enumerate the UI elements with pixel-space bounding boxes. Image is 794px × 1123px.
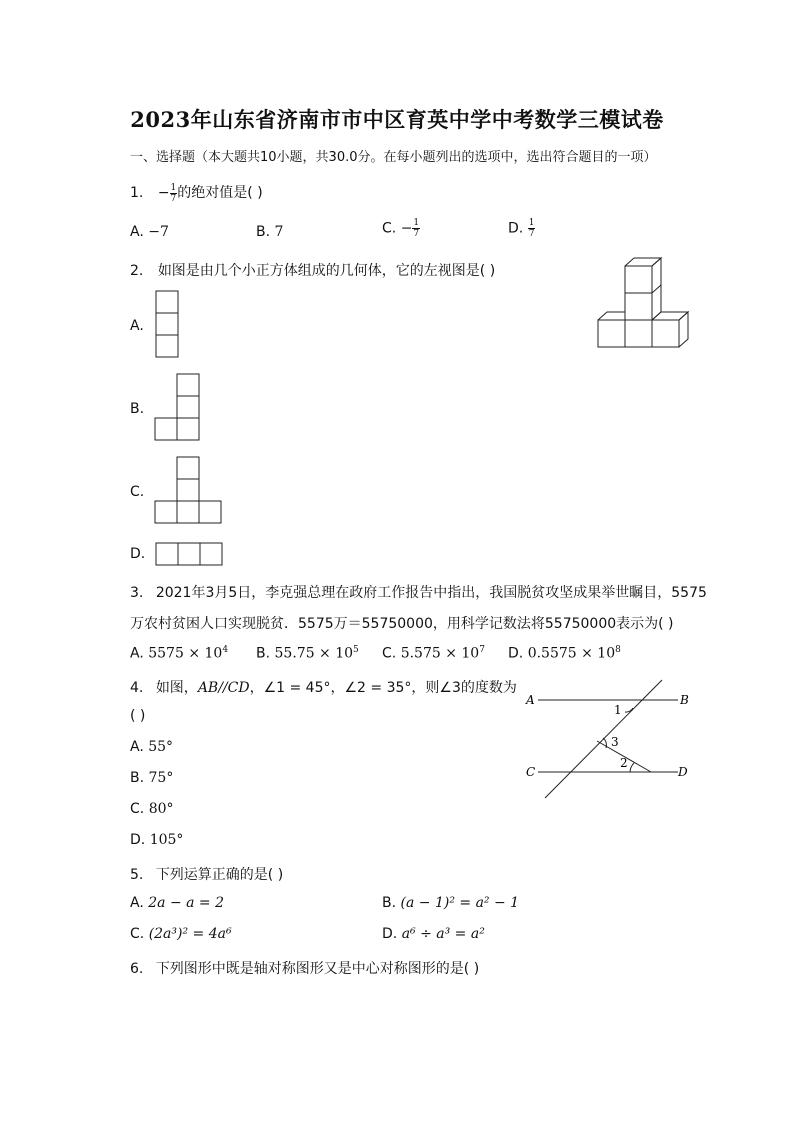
q4-option-a[interactable]: A. 55° bbox=[130, 739, 174, 755]
question-4: 4. 如图，AB//CD，∠1 = 45°，∠2 = 35°，则∠3的度数为 bbox=[130, 680, 517, 696]
q2-option-d[interactable]: D. bbox=[130, 546, 146, 562]
q3-option-a[interactable]: A. $5575 \times 10^4$ bbox=[130, 645, 229, 662]
question-stem: 下列图形中既是轴对称图形又是中心对称图形的是( ) bbox=[155, 961, 480, 977]
fraction: $\frac{1}{7}$ bbox=[170, 182, 177, 204]
section-heading: 一、选择题（本大题共10小题，共30.0分。在每小题列出的选项中，选出符合题目的一项） bbox=[130, 150, 657, 165]
question-stem: 下列运算正确的是( ) bbox=[155, 867, 284, 883]
q3-option-d[interactable]: D. $0.5575 \times 10^8$ bbox=[508, 645, 621, 662]
q2-option-a-figure bbox=[155, 290, 185, 362]
question-stem: 的绝对值是( ) bbox=[177, 185, 263, 201]
q5-option-d[interactable]: D. a⁶ ÷ a³ = a² bbox=[382, 926, 485, 942]
q4-parallel-lines-figure bbox=[522, 678, 702, 808]
question-number: 1. bbox=[130, 185, 144, 201]
q1-option-c[interactable]: C. − $\frac{1}{7}$ bbox=[382, 218, 420, 239]
q2-solid-figure bbox=[596, 262, 696, 352]
q2-option-a[interactable]: A. bbox=[130, 318, 144, 334]
q5-option-c[interactable]: C. (2a³)² = 4a⁶ bbox=[130, 926, 232, 942]
question-6 bbox=[130, 958, 479, 978]
question-4-line2: ( ) bbox=[130, 708, 146, 724]
q4-option-b[interactable]: B. 75° bbox=[130, 770, 174, 786]
label-b: B bbox=[680, 693, 689, 707]
label-d: D bbox=[678, 765, 688, 779]
page-title: 2023年山东省济南市市中区育英中学中考数学三模试卷 bbox=[130, 107, 664, 132]
q5-option-a[interactable]: A. 2a − a = 2 bbox=[130, 895, 225, 911]
question-stem-line1: 2021年3月5日，李克强总理在政府工作报告中指出，我国脱贫攻坚成果举世瞩目，5575 bbox=[155, 585, 707, 601]
parallel-expression: AB//CD bbox=[197, 680, 250, 696]
label-c: C bbox=[526, 765, 536, 779]
question-number: 2. bbox=[130, 263, 144, 279]
question-number: 4. bbox=[130, 680, 144, 696]
q2-option-c[interactable]: C. bbox=[130, 484, 145, 500]
q4-option-d[interactable]: D. 105° bbox=[130, 832, 184, 848]
question-2 bbox=[130, 260, 495, 280]
q2-option-d-figure bbox=[155, 542, 227, 568]
q1-option-d[interactable]: D. $\frac{1}{7}$ bbox=[508, 218, 535, 239]
q4-option-c[interactable]: C. 80° bbox=[130, 801, 174, 817]
q1-option-a[interactable]: A. −7 bbox=[130, 224, 169, 240]
q3-option-b[interactable]: B. $55.75 \times 10^5$ bbox=[256, 645, 359, 662]
question-3 bbox=[130, 582, 707, 602]
question-3-line2: 万农村贫困人口实现脱贫．5575万＝55750000，用科学记数法将55750000表示为( ) bbox=[130, 616, 674, 632]
question-1 bbox=[130, 182, 263, 204]
question-number: 3. bbox=[130, 585, 144, 601]
q5-option-b[interactable]: B. (a − 1)² = a² − 1 bbox=[382, 895, 520, 911]
angle-2-label: 2 bbox=[620, 756, 628, 770]
q2-option-b[interactable]: B. bbox=[130, 401, 145, 417]
label-a: A bbox=[526, 693, 535, 707]
q1-option-b[interactable]: B. 7 bbox=[256, 224, 284, 240]
q2-option-b-figure bbox=[154, 373, 204, 445]
question-neg-sign: − bbox=[157, 185, 170, 201]
question-5 bbox=[130, 864, 283, 884]
question-stem: 如图是由几个小正方体组成的几何体，它的左视图是( ) bbox=[157, 263, 496, 279]
question-number: 6. bbox=[130, 961, 144, 977]
angle-1-label: 1 bbox=[614, 703, 622, 717]
q2-option-c-figure bbox=[154, 456, 226, 528]
angle-3-label: 3 bbox=[611, 735, 619, 749]
q3-option-c[interactable]: C. $5.575 \times 10^7$ bbox=[382, 645, 485, 662]
question-number: 5. bbox=[130, 867, 144, 883]
